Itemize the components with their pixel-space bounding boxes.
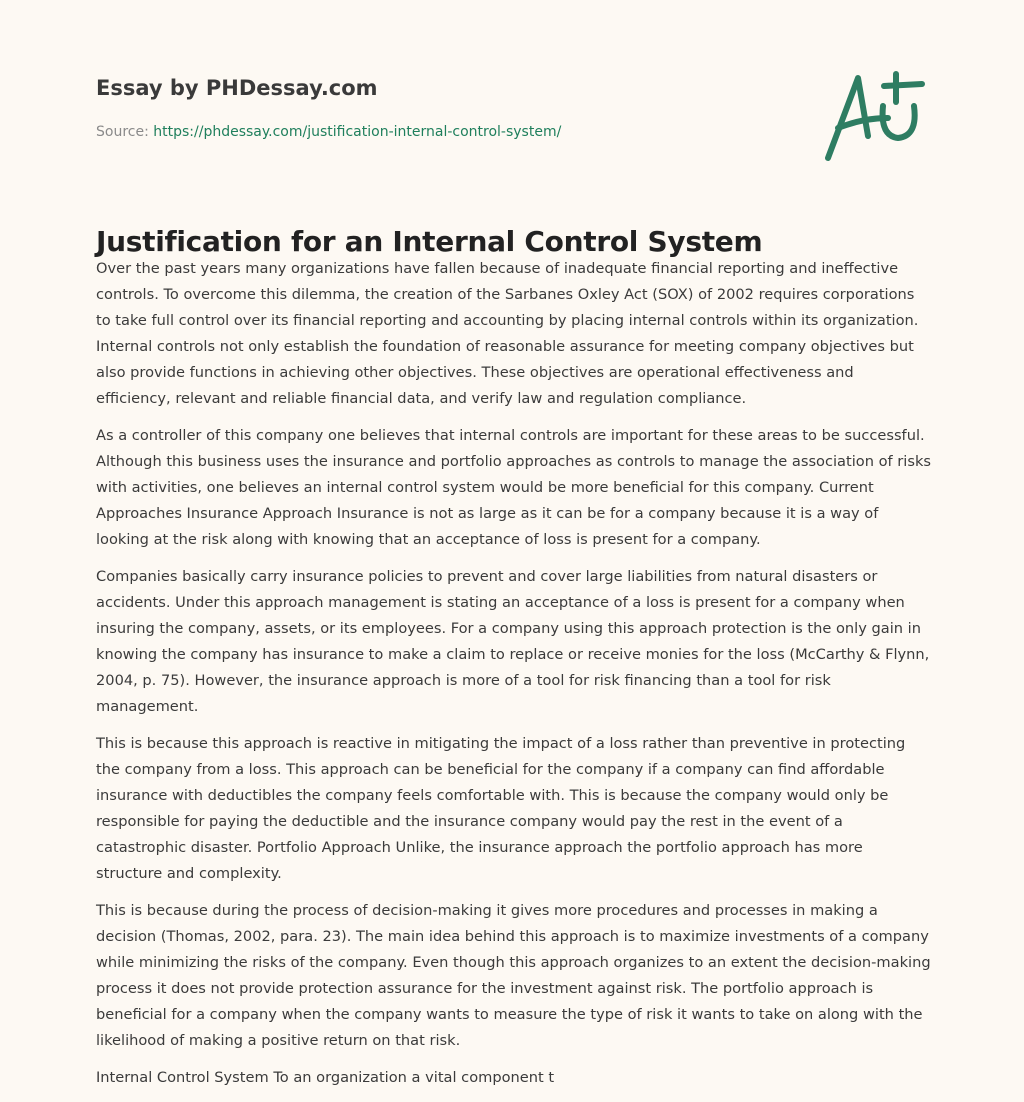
essay-title: Justification for an Internal Control System bbox=[96, 225, 763, 258]
source-line bbox=[96, 124, 561, 140]
paragraph: Over the past years many organizations have fallen because of inadequate financial reporting and ineffective controls. To overcome this dilemma, the creation of the Sarbanes Oxley Act (SOX) of 2002 requires corporations to take full control over its financial reporting and accounting by placing internal controls within its organization. Internal controls not only establish the foundation of reasonable assurance for meeting company objectives but also provide functions in achieving other objectives. These objectives are operational effectiveness and efficiency, relevant and reliable financial data, and verify law and regulation compliance. bbox=[96, 260, 919, 407]
header bbox=[0, 0, 1024, 190]
paragraph: This is because this approach is reactive in mitigating the impact of a loss rather than preventive in protecting the company from a loss. This approach can be beneficial for the company if a company can find affordable insurance with deductibles the company feels comfortable with. This is because the company would only be responsible for paying the deductible and the insurance company would pay the rest in the event of a catastrophic disaster. Portfolio Approach Unlike, the insurance approach the portfolio approach has more structure and complexity. bbox=[96, 735, 906, 882]
paragraph: Internal Control System To an organization a vital component t bbox=[96, 1069, 555, 1086]
paragraph: Companies basically carry insurance policies to prevent and cover large liabilities from natural disasters or accidents. Under this approach management is stating an acceptance of a loss is present for a company when insuring the company, assets, or its employees. For a company using this approach protection is the only gain in knowing the company has insurance to make a claim to replace or receive monies for the loss (McCarthy & Flynn, 2004, p. 75). However, the insurance approach is more of a tool for risk financing than a tool for risk management. bbox=[96, 568, 930, 715]
a-plus-logo-icon bbox=[818, 66, 928, 166]
source-label: Source: bbox=[96, 124, 149, 140]
paragraph: This is because during the process of decision-making it gives more procedures and processes in making a decision (Thomas, 2002, para. 23). The main idea behind this approach is to maximize investments of a company while minimizing the risks of the company. Even though this approach organizes to an extent the decision-making process it does not provide protection assurance for the investment against risk. The portfolio approach is beneficial for a company when the company wants to measure the type of risk it wants to take on along with the likelihood of making a positive return on that risk. bbox=[96, 902, 931, 1049]
brand-title: Essay by PHDessay.com bbox=[96, 76, 378, 100]
essay-body bbox=[96, 256, 932, 1102]
paragraph: As a controller of this company one believes that internal controls are important for these areas to be successful. Although this business uses the insurance and portfolio approaches as controls to manage the association of risks with activities, one believes an internal control system would be more beneficial for this company. Current Approaches Insurance Approach Insurance is not as large as it can be for a company because it is a way of looking at the risk along with knowing that an acceptance of loss is present for a company. bbox=[96, 427, 932, 548]
source-link[interactable]: https://phdessay.com/justification-internal-control-system/ bbox=[153, 124, 562, 140]
